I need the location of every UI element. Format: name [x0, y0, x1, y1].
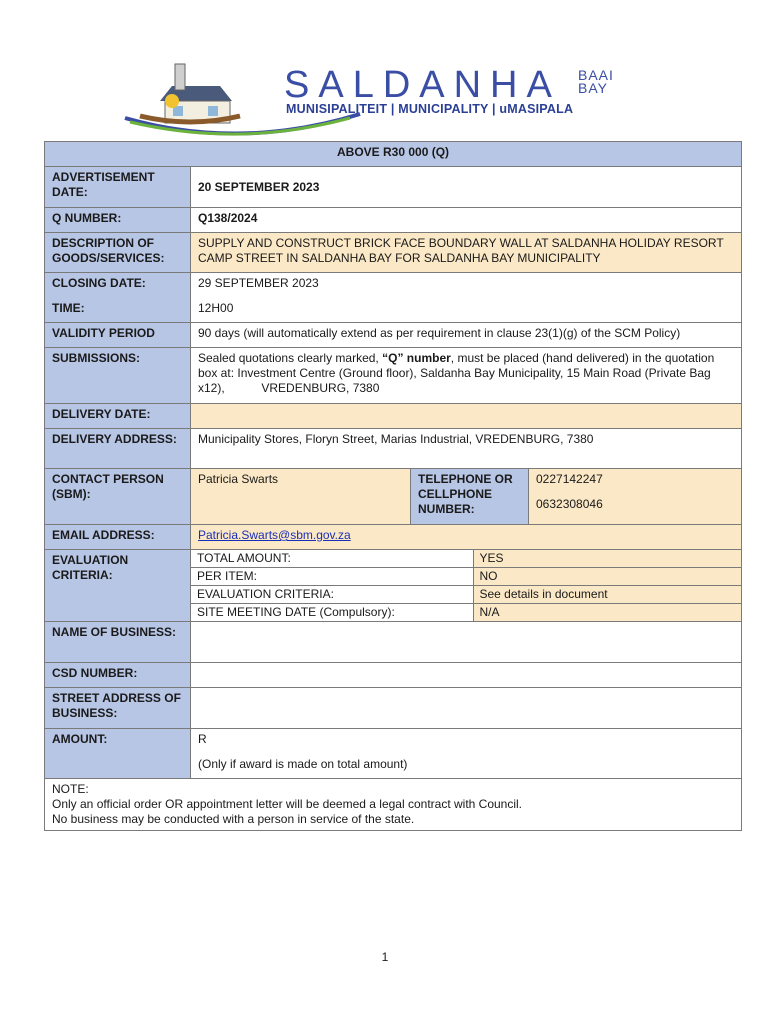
evaluation-row: [191, 604, 741, 622]
contact-person-label: CONTACT PERSON (SBM):: [45, 469, 191, 525]
evaluation-key: PER ITEM:: [191, 568, 473, 586]
phone-label: TELEPHONE OR CELLPHONE NUMBER:: [411, 469, 529, 525]
brand-baai-bay: [578, 69, 614, 95]
validity-label: VALIDITY PERIOD: [45, 323, 191, 348]
form-title: ABOVE R30 000 (Q): [45, 142, 742, 167]
submissions-text-post: , must be placed (hand delivered) in the quotation box at: Investment Centre (Ground floor), Saldanha Bay Municipality, 15 Main Road (Private Bag x12), VREDENBURG, 7380: [198, 351, 718, 395]
advertisement-date-value: 20 SEPTEMBER 2023: [191, 167, 742, 208]
amount-label: AMOUNT:: [45, 729, 191, 779]
delivery-date-input[interactable]: [191, 404, 742, 429]
email-label: EMAIL ADDRESS:: [45, 525, 191, 550]
csd-number-label: CSD NUMBER:: [45, 663, 191, 688]
street-address-input[interactable]: [191, 688, 742, 729]
evaluation-key: SITE MEETING DATE (Compulsory):: [191, 604, 473, 622]
submissions-text-pre: Sealed quotations clearly marked,: [198, 351, 383, 365]
page-number: 1: [381, 950, 389, 964]
validity-value: 90 days (will automatically extend as per requirement in clause 23(1)(g) of the SCM Policy): [191, 323, 742, 348]
business-name-input[interactable]: [191, 622, 742, 663]
q-number-label: Q NUMBER:: [45, 208, 191, 233]
evaluation-row: [191, 550, 741, 568]
brand-bay: BAY: [578, 80, 608, 96]
evaluation-label: EVALUATION CRITERIA:: [45, 550, 191, 622]
quotation-form: [44, 141, 742, 831]
note-line-2: No business may be conducted with a person in service of the state.: [52, 812, 415, 826]
note-title: NOTE:: [52, 782, 89, 796]
evaluation-row: [191, 586, 741, 604]
phone-number-1: 0227142247: [536, 472, 603, 486]
phone-numbers: [529, 469, 742, 525]
description-label: DESCRIPTION OF GOODS/SERVICES:: [45, 233, 191, 273]
evaluation-inner-table: [191, 550, 741, 621]
amount-currency: R: [198, 732, 207, 746]
time-label: TIME:: [45, 298, 191, 323]
delivery-address-label: DELIVERY ADDRESS:: [45, 429, 191, 469]
evaluation-criteria-table: [191, 550, 742, 622]
delivery-address-value: Municipality Stores, Floryn Street, Marias Industrial, VREDENBURG, 7380: [191, 429, 742, 469]
delivery-date-label: DELIVERY DATE:: [45, 404, 191, 429]
time-value: 12H00: [191, 298, 742, 323]
submissions-label: SUBMISSIONS:: [45, 348, 191, 404]
brand-baai: BAAI: [578, 67, 614, 83]
q-number-value: Q138/2024: [191, 208, 742, 233]
csd-number-input[interactable]: [191, 663, 742, 688]
amount-note: (Only if award is made on total amount): [198, 757, 408, 771]
advertisement-date-label: ADVERTISEMENT DATE:: [45, 167, 191, 208]
email-value: [191, 525, 742, 550]
evaluation-key: TOTAL AMOUNT:: [191, 550, 473, 568]
brand-name: SALDANHA: [284, 64, 561, 106]
brand-subtitle: MUNISIPALITEIT | MUNICIPALITY | uMASIPALA: [286, 102, 574, 116]
evaluation-key: EVALUATION CRITERIA:: [191, 586, 473, 604]
street-address-label: STREET ADDRESS OF BUSINESS:: [45, 688, 191, 729]
amount-field[interactable]: [191, 729, 742, 779]
submissions-text-bold: “Q” number: [382, 351, 451, 365]
closing-date-label: CLOSING DATE:: [45, 273, 191, 298]
submissions-value: [191, 348, 742, 404]
note-line-1: Only an official order OR appointment letter will be deemed a legal contract with Council.: [52, 797, 523, 811]
email-link[interactable]: Patricia.Swarts@sbm.gov.za: [198, 528, 351, 542]
evaluation-value: NO: [473, 568, 741, 586]
note-block: [45, 779, 742, 831]
closing-date-value: 29 SEPTEMBER 2023: [191, 273, 742, 298]
evaluation-value: N/A: [473, 604, 741, 622]
phone-number-2: 0632308046: [536, 497, 603, 511]
evaluation-value: YES: [473, 550, 741, 568]
business-name-label: NAME OF BUSINESS:: [45, 622, 191, 663]
description-value: SUPPLY AND CONSTRUCT BRICK FACE BOUNDARY WALL AT SALDANHA HOLIDAY RESORT CAMP STREET IN SALDANHA BAY FOR SALDANHA BAY MUNICIPALITY: [191, 233, 742, 273]
evaluation-row: [191, 568, 741, 586]
evaluation-value: See details in document: [473, 586, 741, 604]
contact-person-name: Patricia Swarts: [191, 469, 411, 525]
